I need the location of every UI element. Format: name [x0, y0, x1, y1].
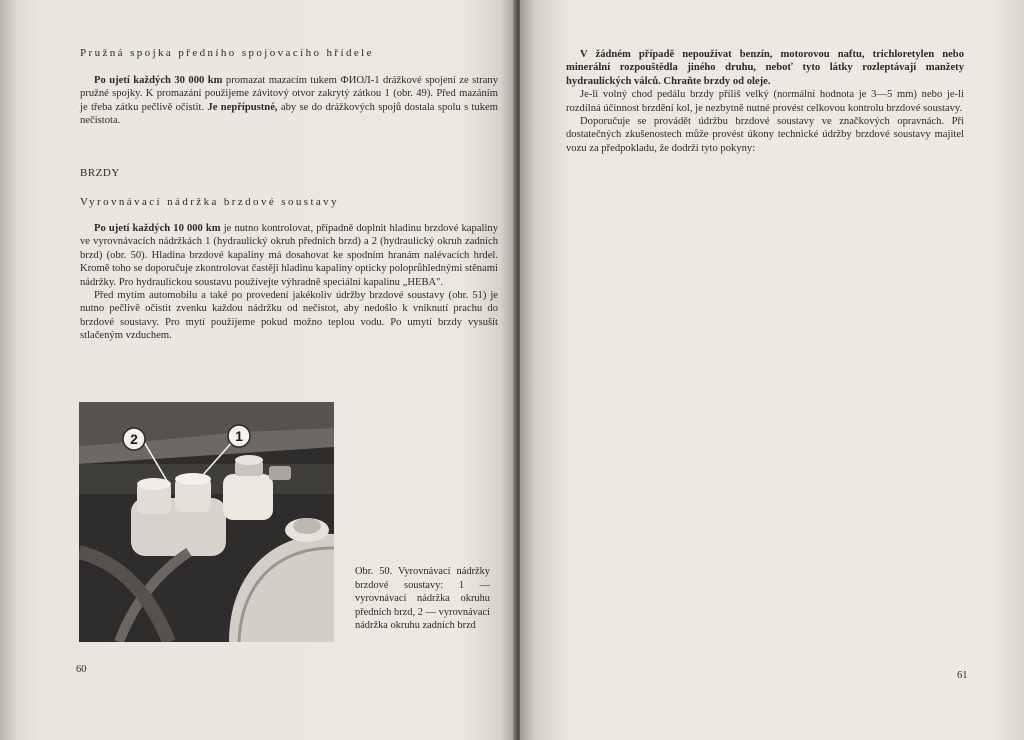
- brake-reservoir-photo: [79, 402, 334, 642]
- paragraph: Doporučuje se provádět údržbu brzdové soustavy ve značkových opravnách. Při dostatečných zkušenostech může provést úkony technické údržby brzdové soustavy majitel vozu za předpokladu, že dodrží tyto pokyny:: [566, 116, 964, 154]
- warning-paragraph: V žádném případě nepoužívat benzín, motorovou naftu, trichloretylen nebo minerální rozpouštědla jiného druhu, neboť tyto látky rozleptávají manžety hydraulických válců. Chraňte brzdy od oleje.: [566, 49, 964, 87]
- figure-caption: Obr. 50. Vyrovnávací nádržky brzdové soustavy: 1 — vyrovnávací nádržka okruhu předních brzd, 2 — vyrovnávací nádržka okruhu zadních brzd: [355, 566, 490, 631]
- paragraph-text-end: aby se do drážkových spojů dostala spolu s tukem nečistota.: [80, 101, 498, 127]
- paragraph-text: promazat mazacím tukem ФИОЛ-1 drážkové spojení ze strany pružné spojky. K promazání použijeme závitový otvor zakrytý zátkou 1 (obr. 49). Před mazáním je třeba zátku pečlivě očistit.: [80, 75, 498, 113]
- paragraph: Před mytím automobilu a také po provedení jakékoliv údržby brzdové soustavy (obr. 51) je nutno pečlivě očistit zvenku každou nádržku od nečistot, aby nedošlo k vniknutí prachu do brzdové soustavy. Pro mytí použijeme pokud možno teplou vodu. Po umytí brzdy vysušit stlačeným vzduchem.: [80, 290, 498, 342]
- chapter-title: BRZDY: [80, 167, 120, 179]
- photo-callout-2: 2: [130, 431, 138, 447]
- photo-illustration: [79, 402, 334, 642]
- mileage-lead: Po ujetí každých 10 000 km: [94, 223, 221, 234]
- page-number-left: 60: [76, 664, 87, 675]
- mileage-lead: Po ujetí každých 30 000 km: [94, 75, 223, 86]
- section-body-flexible-coupling: [80, 74, 498, 128]
- section-heading-reservoir: Vyrovnávací nádržka brzdové soustavy: [80, 196, 339, 208]
- paragraph-text: je nutno kontrolovat, případně doplnit hladinu brzdové kapaliny ve vyrovnávacích nádržkách 1 (hydraulický okruh předních brzd) a 2 (hydraulický okruh zadních brzd) (obr. 50). Hladina brzdové kapaliny má dosahovat ke spodním hranám nalévacích hrdel. Kromě toho se doporučuje zkontrolovat častěji hladinu kapaliny opticky poloprůhlednými stěnami nádržky. Pro hydraulickou soustavu používejte výhradně speciální kapalinu „HEBA".: [80, 223, 498, 288]
- section-heading-flexible-coupling: Pružná spojka předního spojovacího hřídele: [80, 47, 374, 59]
- page-number-right: 61: [957, 670, 968, 681]
- photo-callout-1: 1: [235, 428, 243, 444]
- emphasis-text: Je nepřípustné,: [204, 101, 278, 113]
- section-body-reservoir: [80, 222, 498, 343]
- right-page-body: [566, 48, 964, 155]
- paragraph: [80, 222, 498, 289]
- paragraph: Je-li volný chod pedálu brzdy příliš velký (normální hodnota je 3—5 mm) nebo je-li rozdílná účinnost brzdění kol, je nezbytně nutné provést celkovou kontrolu brzdové soustavy.: [566, 89, 964, 114]
- paragraph: [80, 74, 498, 128]
